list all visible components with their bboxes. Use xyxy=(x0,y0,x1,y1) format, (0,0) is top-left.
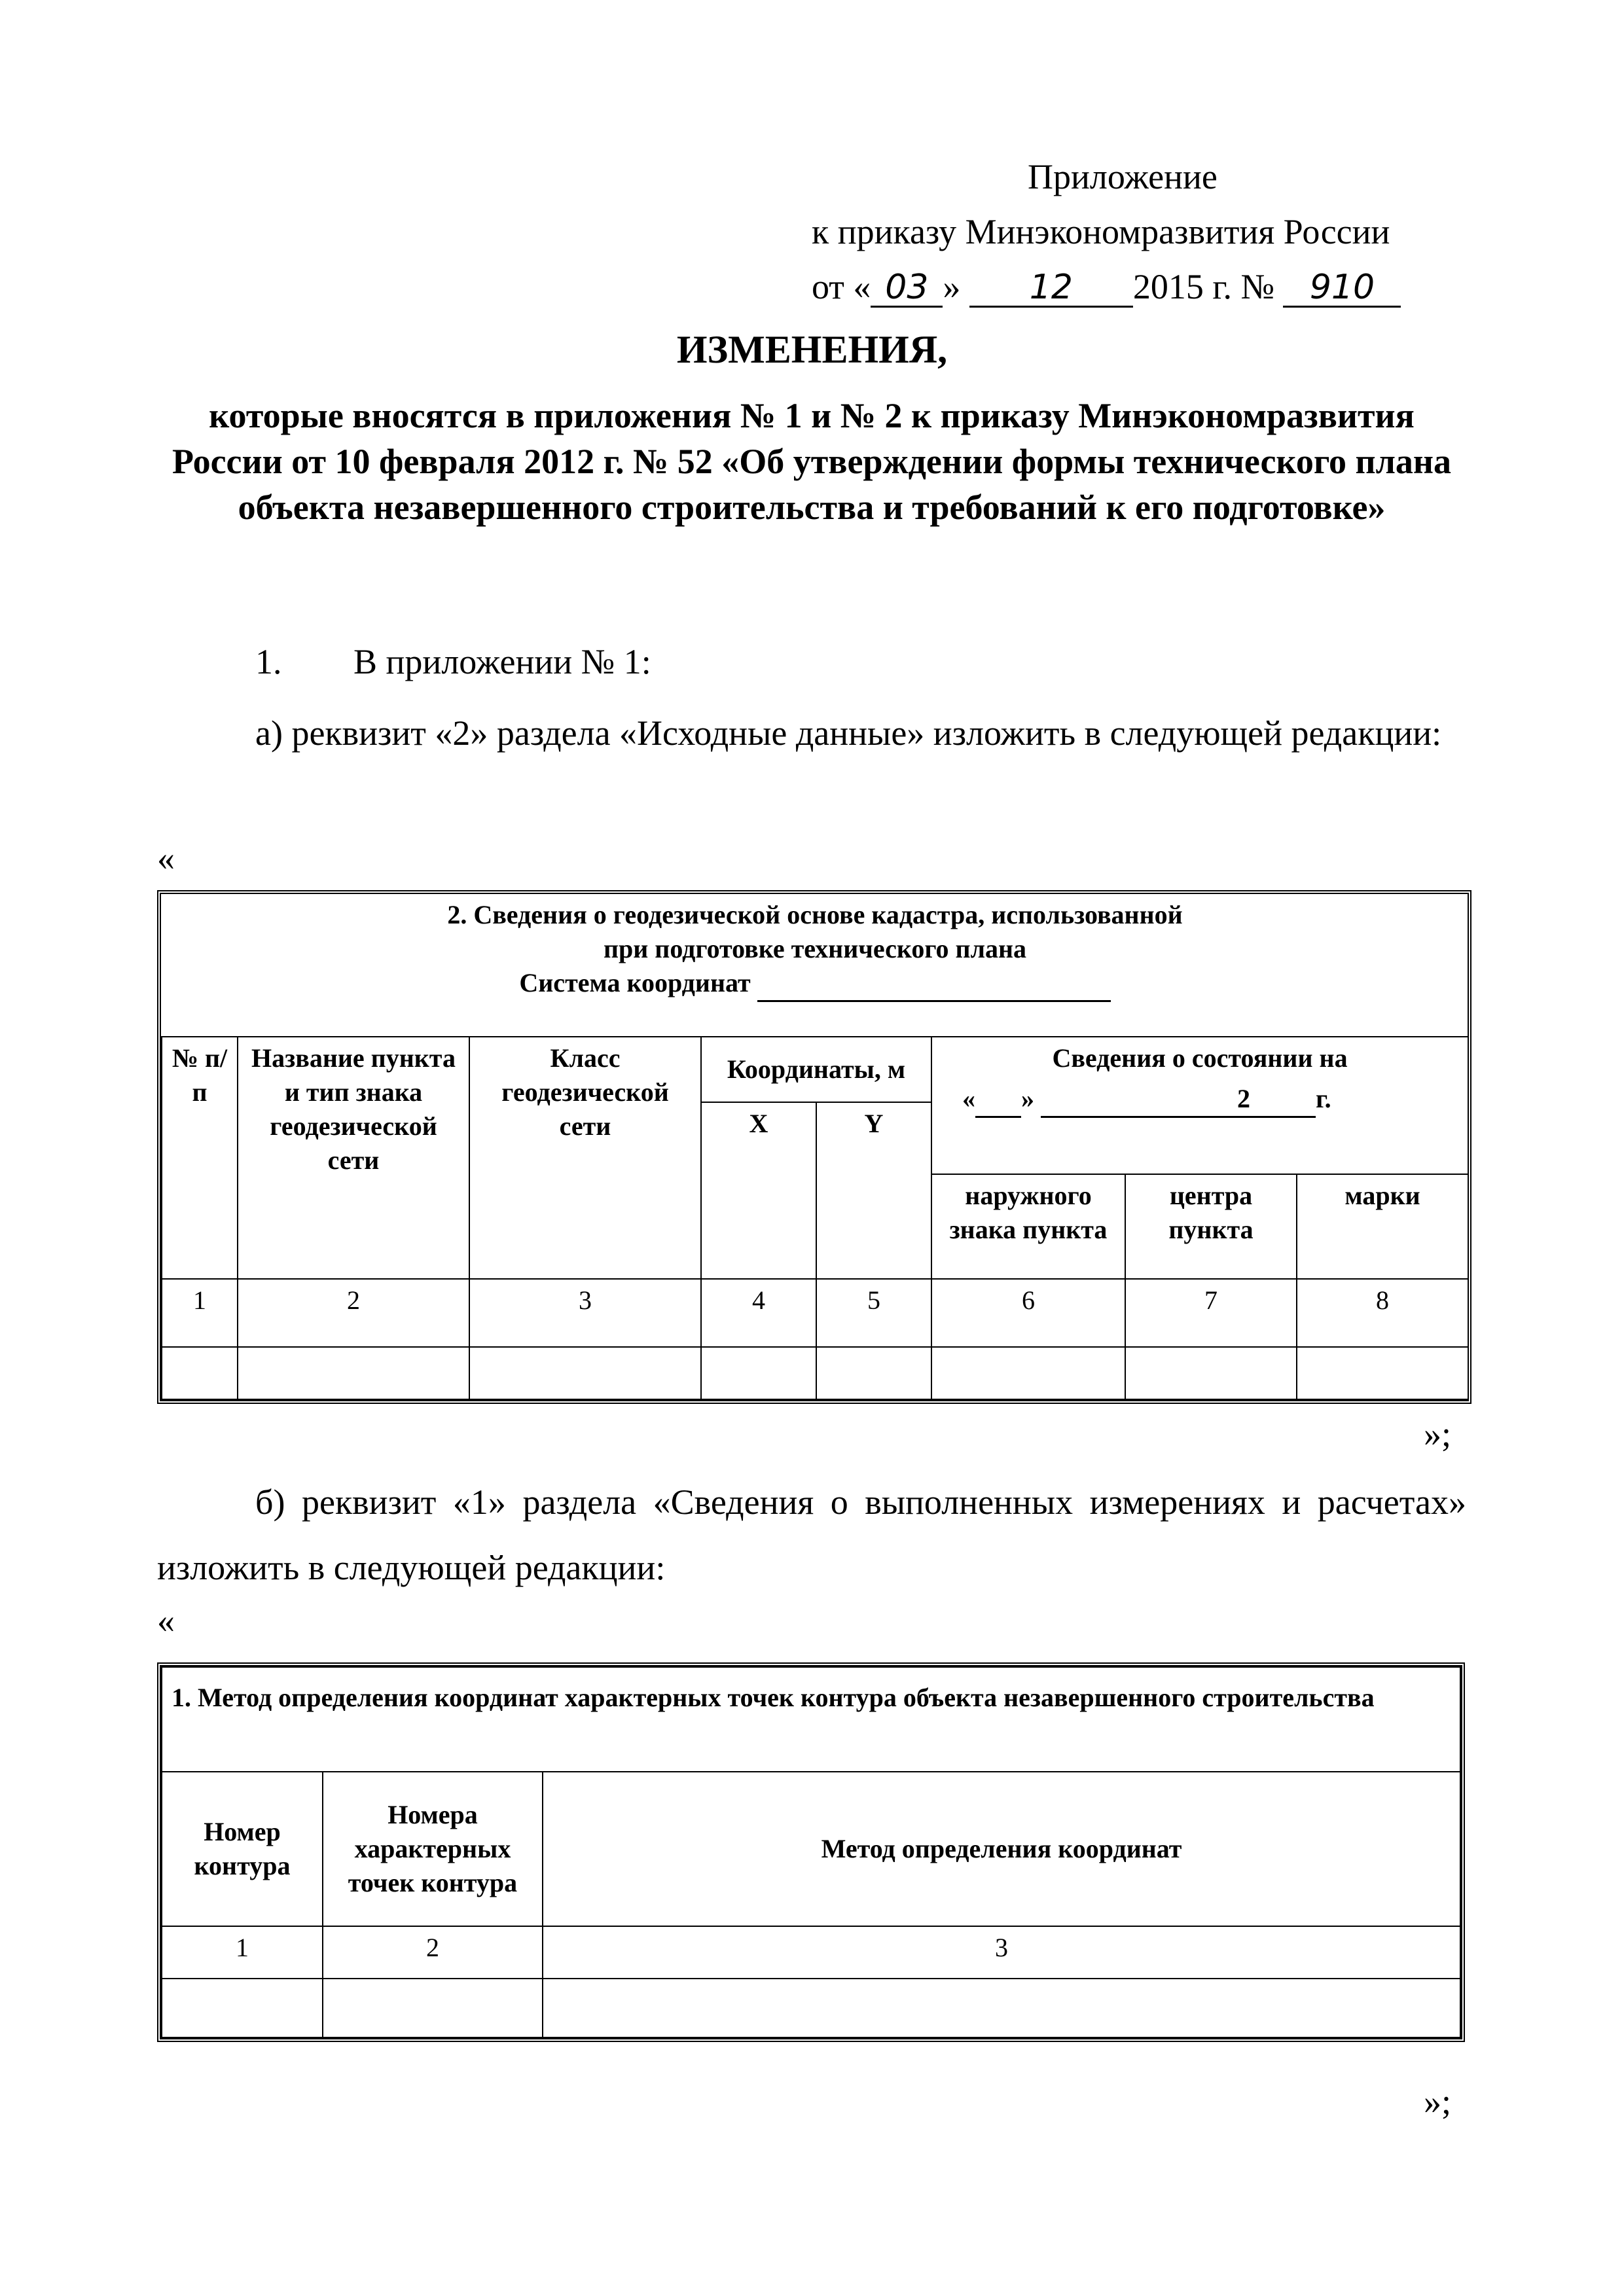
open-quote-2: « xyxy=(157,1601,175,1640)
item-1-text: В приложении № 1: xyxy=(353,642,651,681)
document-title: ИЗМЕНЕНИЯ, xyxy=(676,328,948,371)
table1-caption xyxy=(162,894,1468,1037)
date-prefix: от « xyxy=(812,267,871,306)
geodetic-table xyxy=(157,890,1471,1404)
appendix-order: к приказу Минэкономразвития России xyxy=(812,212,1390,251)
open-quote-1: « xyxy=(157,838,175,878)
state-close-quote: » xyxy=(1021,1084,1034,1113)
appendix-title: Приложение xyxy=(1028,157,1218,196)
item-a-text: а) реквизит «2» раздела «Исходные данные» изложить в следующей редакции: xyxy=(255,713,1442,753)
coord-system-label: Система координат xyxy=(519,968,751,997)
state-open-quote: « xyxy=(962,1084,975,1113)
document-subtitle: которые вносятся в приложения № 1 и № 2 к приказу Минэкономразвития России от 10 февраля 2012 г. № 52 «Об утверждении формы технического плана объекта незавершенного строительства и требований к его подготовке» xyxy=(171,396,1452,527)
header-outer-sign: наружного знака пункта xyxy=(931,1174,1125,1279)
empty-cell[interactable] xyxy=(162,1347,238,1399)
coord-system-blank xyxy=(757,966,1111,1002)
header-state-date xyxy=(936,1082,1464,1118)
header-y: Y xyxy=(816,1102,931,1279)
empty-cell[interactable] xyxy=(816,1347,931,1399)
header-center: центра пункта xyxy=(1125,1174,1297,1279)
empty-cell[interactable] xyxy=(1125,1347,1297,1399)
header-x: X xyxy=(701,1102,816,1279)
col-num-cell: 1 xyxy=(162,1926,323,1979)
col-num-cell: 4 xyxy=(701,1279,816,1347)
col-num-cell: 6 xyxy=(931,1279,1125,1347)
col-num-cell: 1 xyxy=(162,1279,238,1347)
col-num-cell: 2 xyxy=(238,1279,469,1347)
table1-caption-line2: при подготовке технического плана xyxy=(603,934,1027,963)
header-coords: Координаты, м xyxy=(701,1037,931,1102)
header-points: Номера характерных точек контура xyxy=(323,1772,543,1926)
empty-cell[interactable] xyxy=(162,1979,323,2037)
state-day-blank xyxy=(975,1082,1021,1118)
table1-caption-line1: 2. Сведения о геодезической основе кадастра, использованной xyxy=(447,900,1183,929)
col-num-cell: 3 xyxy=(543,1926,1460,1979)
header-state-title: Сведения о состоянии на xyxy=(1052,1043,1348,1073)
handwritten-number: 910 xyxy=(1283,269,1401,308)
empty-cell[interactable] xyxy=(931,1347,1125,1399)
state-year-suffix: г. xyxy=(1316,1084,1331,1113)
empty-cell[interactable] xyxy=(323,1979,543,2037)
header-name: Название пункта и тип знака геодезической сети xyxy=(238,1037,469,1279)
handwritten-month: 12 xyxy=(969,269,1133,308)
close-quote-1: »; xyxy=(1424,1414,1452,1454)
state-year-prefix: 2 xyxy=(1237,1084,1250,1113)
item-b-text: б) реквизит «1» раздела «Сведения о выполненных измерениях и расчетах» изложить в следующей редакции: xyxy=(157,1482,1466,1587)
state-year-blank xyxy=(1237,1082,1316,1118)
col-num-cell: 3 xyxy=(469,1279,701,1347)
col-num-cell: 7 xyxy=(1125,1279,1297,1347)
empty-cell[interactable] xyxy=(238,1347,469,1399)
empty-cell[interactable] xyxy=(1297,1347,1468,1399)
empty-cell[interactable] xyxy=(701,1347,816,1399)
date-mid: » xyxy=(943,267,961,306)
close-quote-2: »; xyxy=(1424,2082,1452,2121)
header-method: Метод определения координат xyxy=(543,1772,1460,1926)
state-month-blank xyxy=(1041,1082,1237,1118)
coord-system-line xyxy=(166,966,1464,1002)
header-contour: Номер контура xyxy=(162,1772,323,1926)
header-state xyxy=(931,1037,1468,1174)
appendix-date-line xyxy=(812,259,1453,314)
empty-cell[interactable] xyxy=(469,1347,701,1399)
col-num-cell: 2 xyxy=(323,1926,543,1979)
date-year: 2015 г. № xyxy=(1132,267,1274,306)
header-num: № п/п xyxy=(162,1037,238,1279)
item-1-number: 1. xyxy=(255,642,282,681)
table2-caption: 1. Метод определения координат характерных точек контура объекта незавершенного строительства xyxy=(162,1667,1460,1772)
handwritten-day: 03 xyxy=(871,269,943,308)
col-num-cell: 8 xyxy=(1297,1279,1468,1347)
header-marks: марки xyxy=(1297,1174,1468,1279)
method-table xyxy=(157,1662,1465,2042)
empty-cell[interactable] xyxy=(543,1979,1460,2037)
col-num-cell: 5 xyxy=(816,1279,931,1347)
header-class: Класс геодезической сети xyxy=(469,1037,701,1279)
appendix-block xyxy=(812,149,1453,314)
